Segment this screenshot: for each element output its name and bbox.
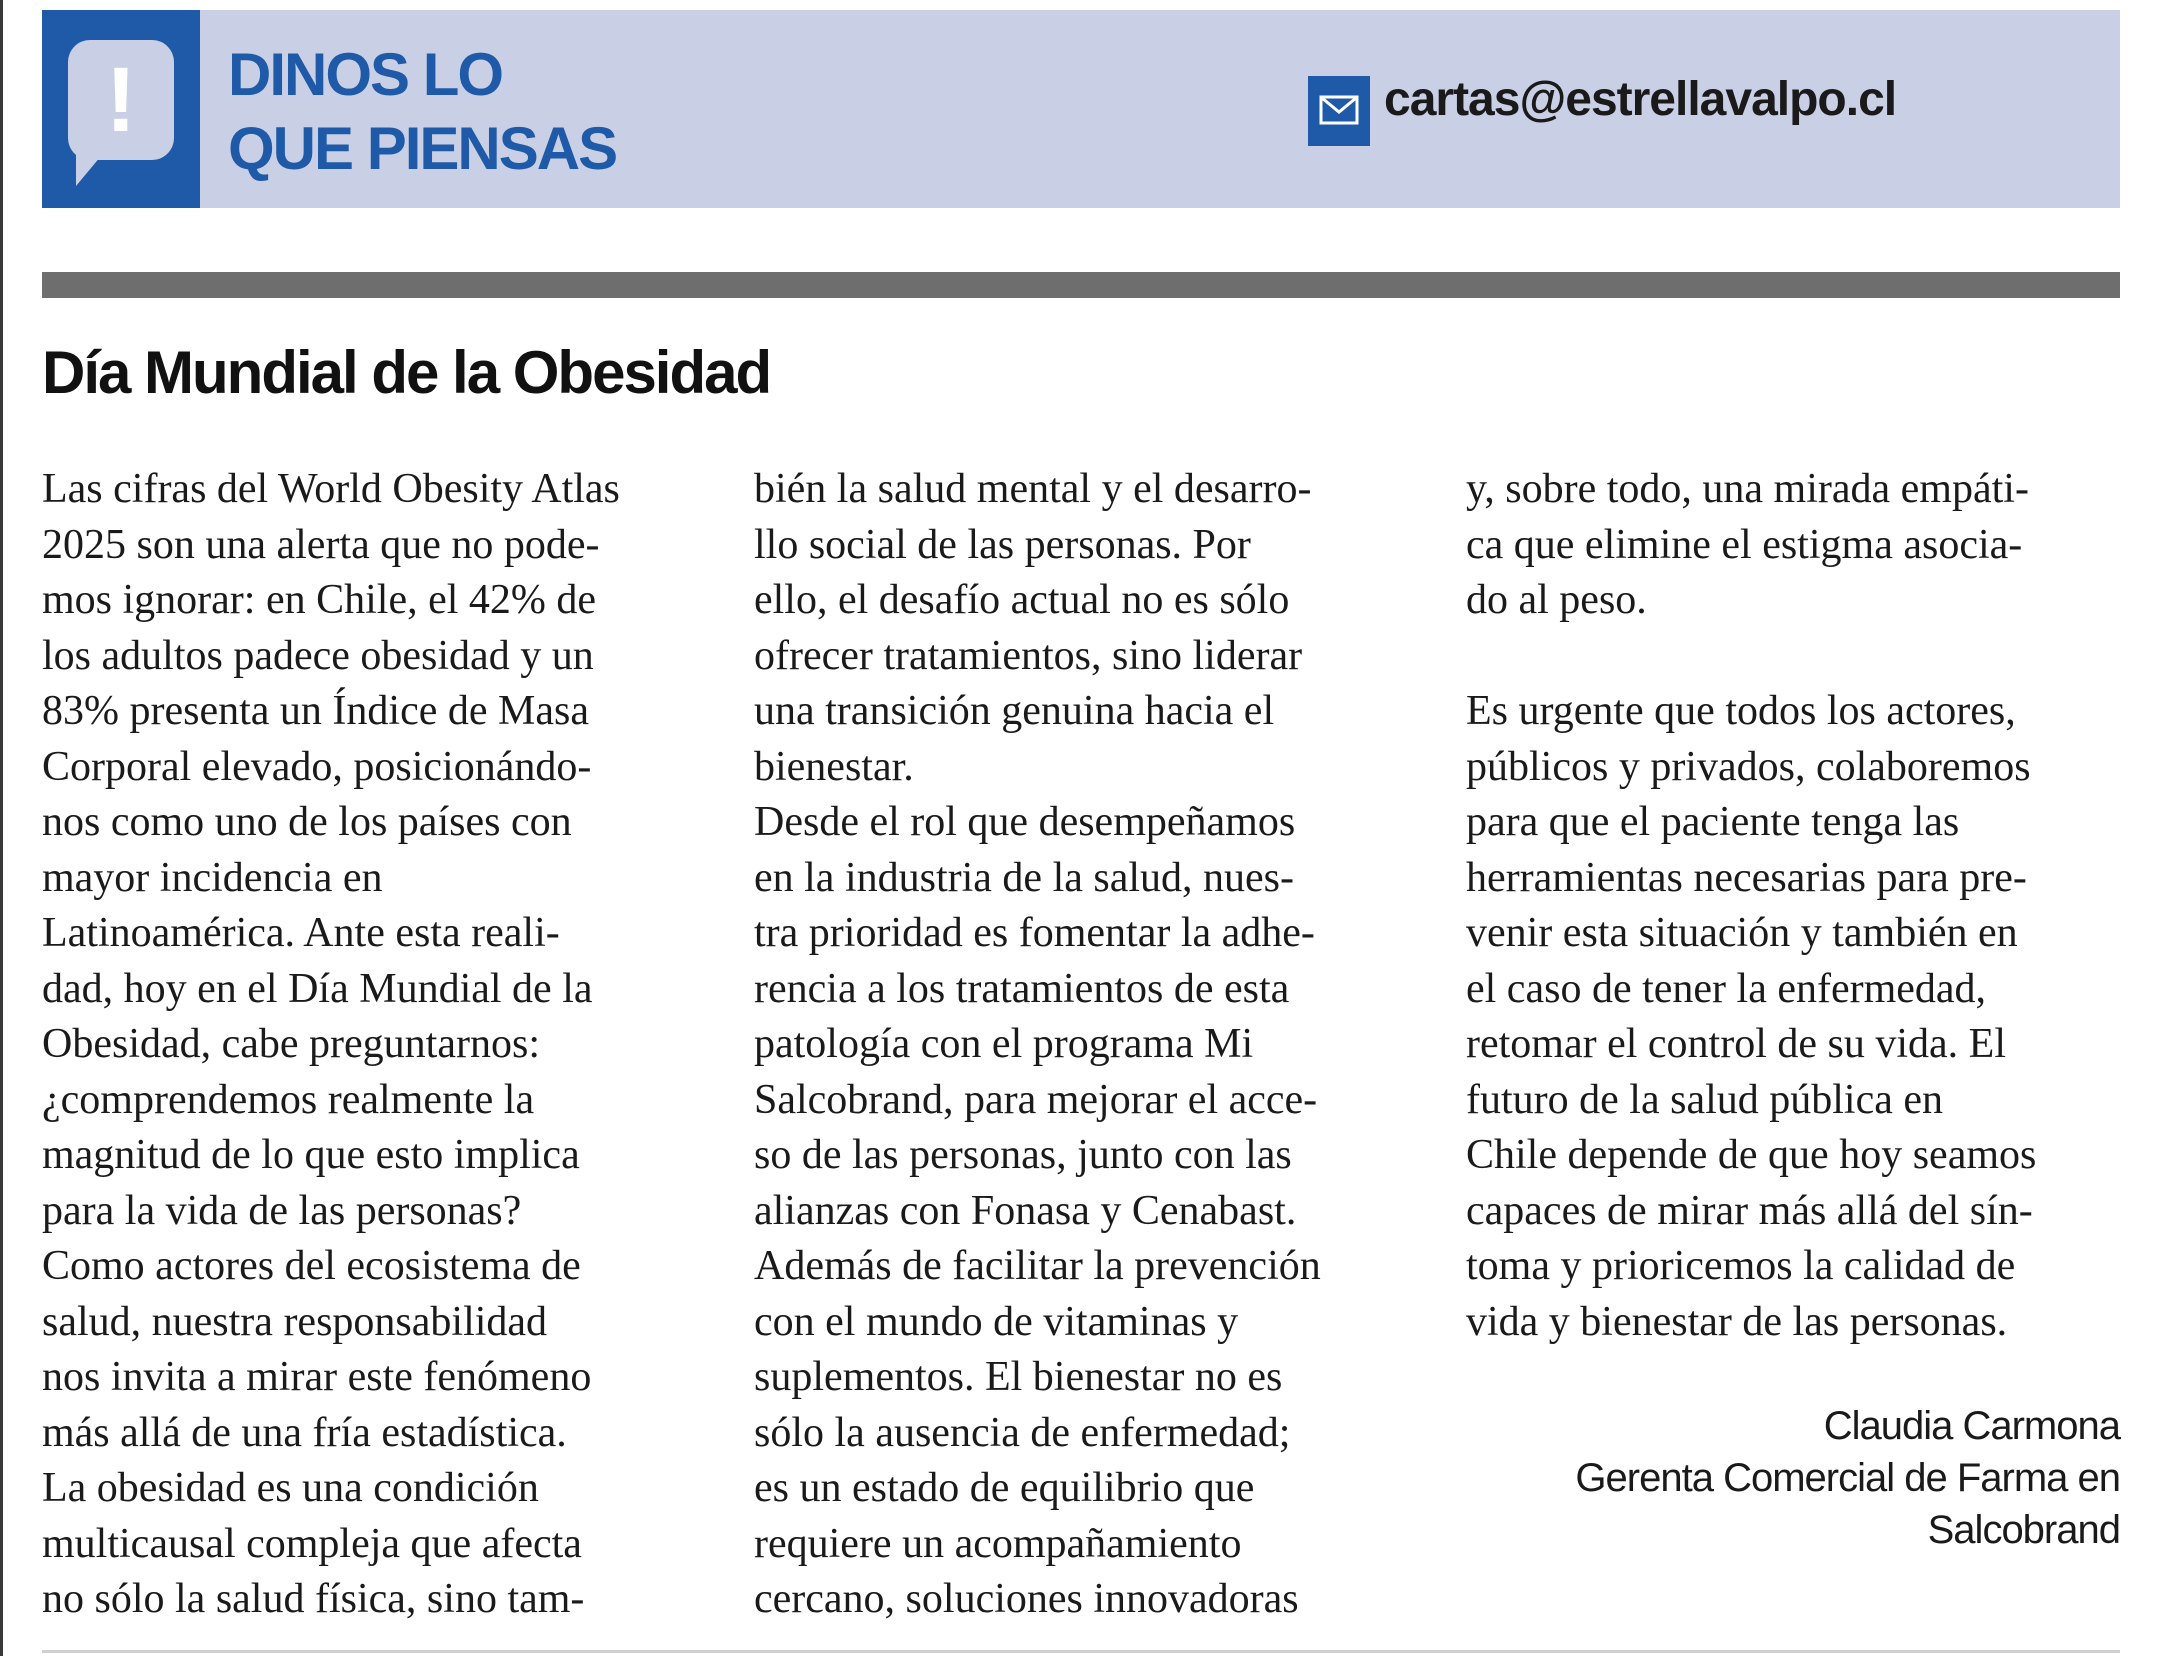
article-text-line: el caso de tener la enfermedad, — [1466, 965, 1987, 1012]
article-text-line: patología con el programa Mi — [754, 1021, 1254, 1067]
page-frame-left — [0, 0, 3, 1656]
author-role-line: Gerenta Comercial de Farma en — [1575, 1456, 2120, 1500]
article-text-line: los adultos padece obesidad y un — [42, 632, 594, 679]
article-text-line: más allá de una fría estadística. — [42, 1409, 567, 1456]
article-text-line: nos como uno de los países con — [42, 799, 572, 845]
article-text-line: y, sobre todo, una mirada empáti- — [1466, 466, 2029, 512]
article-text-line: venir esta situación y también en — [1466, 910, 2018, 956]
article-text-line: bién la salud mental y el desarro- — [754, 466, 1312, 512]
article-text-line: tra prioridad es fomentar la adhe- — [754, 910, 1315, 956]
article-text-line: alianzas con Fonasa y Cenabast. — [754, 1187, 1297, 1234]
envelope-icon — [1308, 76, 1370, 146]
article-text-line: 2025 son una alerta que no pode- — [42, 521, 600, 568]
article-text-line: bienestar. — [754, 743, 914, 790]
article-text-line: nos invita a mirar este fenómeno — [42, 1354, 592, 1400]
article-text-line: Las cifras del World Obesity Atlas — [42, 466, 620, 512]
article-text-line: ¿comprendemos realmente la — [42, 1076, 535, 1123]
article-text-line: salud, nuestra responsabilidad — [42, 1298, 548, 1345]
article-text-line: toma y prioricemos la calidad de — [1466, 1243, 2016, 1289]
article-text-line: 83% presenta un Índice de Masa — [42, 688, 589, 734]
article-text-line: retomar el control de su vida. El — [1466, 1021, 2006, 1067]
article-text-line: Latinoamérica. Ante esta reali- — [42, 910, 560, 956]
article-signature — [1575, 1400, 2120, 1556]
article-column-1 — [42, 462, 732, 1628]
article-text-line: dad, hoy en el Día Mundial de la — [42, 965, 593, 1012]
author-role-line: Salcobrand — [1927, 1508, 2120, 1552]
article-text-line: multicausal compleja que afecta — [42, 1520, 582, 1567]
section-header — [42, 10, 2120, 208]
article-text-line: Salcobrand, para mejorar el acce- — [754, 1076, 1318, 1123]
article-text-line: con el mundo de vitaminas y — [754, 1298, 1239, 1345]
article-text-line: magnitud de lo que esto implica — [42, 1132, 580, 1178]
article-text-line: ello, el desafío actual no es sólo — [754, 577, 1290, 623]
author-name: Claudia Carmona — [1823, 1404, 2120, 1448]
article-text-line: llo social de las personas. Por — [754, 521, 1251, 568]
article-text-line: Obesidad, cabe preguntarnos: — [42, 1021, 540, 1067]
article-text-line: Corporal elevado, posicionándo- — [42, 743, 592, 790]
article-text-line: Chile depende de que hoy seamos — [1466, 1132, 2037, 1178]
article-text-line: cercano, soluciones innovadoras — [754, 1576, 1299, 1622]
section-title — [228, 38, 616, 186]
article-text-line: capaces de mirar más allá del sín- — [1466, 1187, 2033, 1234]
article-text-line: suplementos. El bienestar no es — [754, 1354, 1283, 1400]
article-text-line: Es urgente que todos los actores, — [1466, 688, 2016, 734]
article-text-line: Desde el rol que desempeñamos — [754, 799, 1296, 845]
article-text-line: no sólo la salud física, sino tam- — [42, 1576, 585, 1622]
article-text-line: herramientas necesarias para pre- — [1466, 854, 2027, 901]
article-text-line: para que el paciente tenga las — [1466, 799, 1960, 845]
article-text-line: mayor incidencia en — [42, 854, 383, 901]
article-text-line: futuro de la salud pública en — [1466, 1076, 1944, 1123]
article-text-line: rencia a los tratamientos de esta — [754, 965, 1290, 1012]
article-column-3 — [1466, 462, 2156, 1350]
section-title-line: QUE PIENSAS — [228, 115, 617, 182]
article-text-line: una transición genuina hacia el — [754, 688, 1275, 734]
section-title-line: DINOS LO — [228, 41, 503, 108]
contact-email[interactable]: cartas@estrellavalpo.cl — [1384, 73, 1897, 126]
article-text-line: vida y bienestar de las personas. — [1466, 1298, 2008, 1345]
article-text-line: La obesidad es una condición — [42, 1465, 539, 1511]
article-text-line: públicos y privados, colaboremos — [1466, 743, 2031, 790]
article-text-line: requiere un acompañamiento — [754, 1520, 1242, 1567]
article-text-line: mos ignorar: en Chile, el 42% de — [42, 577, 597, 623]
article-text-line: en la industria de la salud, nues- — [754, 854, 1295, 901]
article-text-line: do al peso. — [1466, 577, 1647, 623]
article-text-line: es un estado de equilibrio que — [754, 1465, 1255, 1511]
article-text-line: Como actores del ecosistema de — [42, 1243, 581, 1289]
section-divider — [42, 272, 2120, 298]
article-title: Día Mundial de la Obesidad — [42, 339, 771, 406]
exclamation-speech-bubble-icon: ! — [42, 10, 200, 208]
article-text-line: Además de facilitar la prevención — [754, 1243, 1321, 1289]
article-text-line: sólo la ausencia de enfermedad; — [754, 1409, 1291, 1456]
article-text-line: ca que elimine el estigma asocia- — [1466, 521, 2023, 568]
paragraph-gap — [1466, 629, 2156, 685]
article-text-line: ofrecer tratamientos, sino liderar — [754, 632, 1303, 679]
bottom-rule — [42, 1650, 2120, 1653]
article-text-line: para la vida de las personas? — [42, 1187, 522, 1234]
article-text-line: so de las personas, junto con las — [754, 1132, 1292, 1178]
article-column-2 — [754, 462, 1444, 1628]
